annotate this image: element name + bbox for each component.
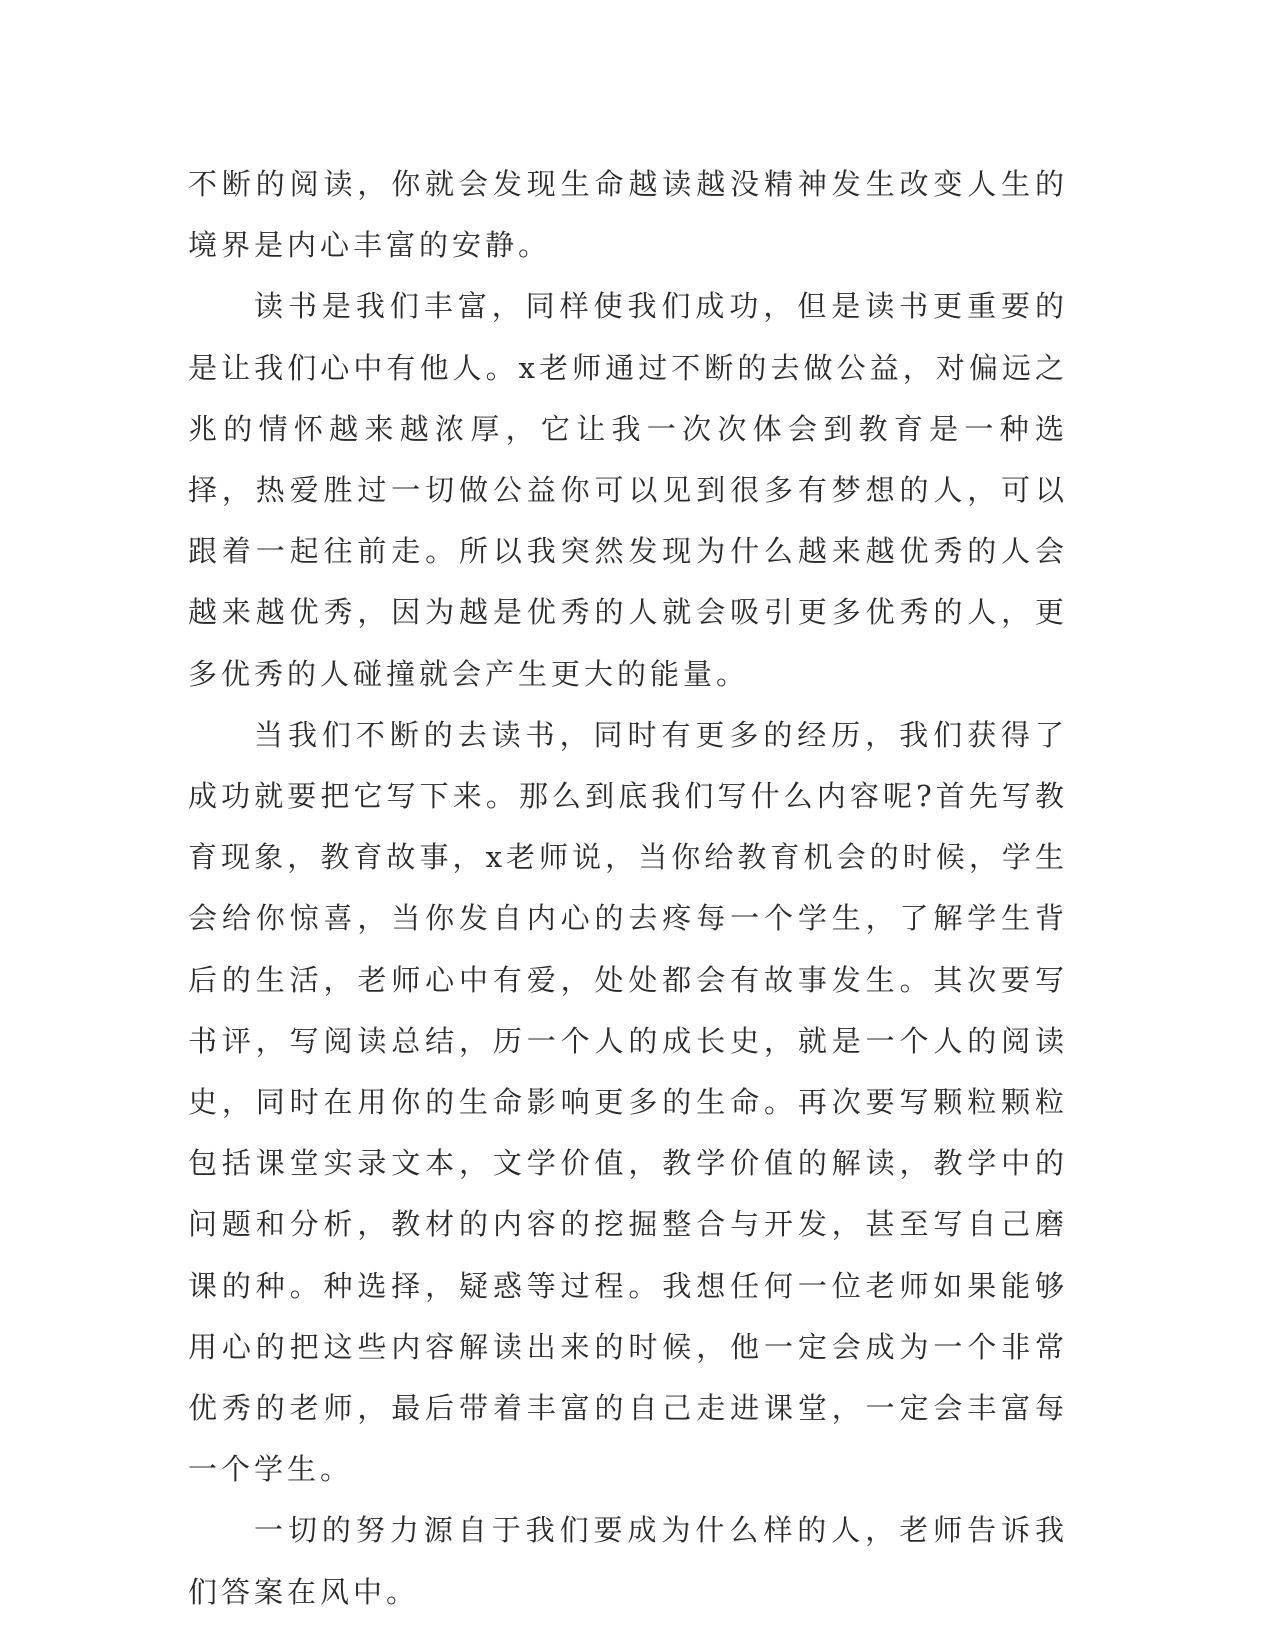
- paragraph: 一切的努力源自于我们要成为什么样的人，老师告诉我们答案在风中。: [188, 1513, 1068, 1609]
- paragraph: 当我们不断的去读书，同时有更多的经历，我们获得了成功就要把它写下来。那么到底我们写什么内容呢?首先写教育现象，教育故事，x老师说，当你给教育机会的时候，学生会给你惊喜，当你发自内心的去疼每一个学生，了解学生背后的生活，老师心中有爱，处处都会有故事发生。其次要写书评，写阅读总结，历一个人的成长史，就是一个人的阅读史，同时在用你的生命影响更多的生命。再次要写颗粒颗粒包括课堂实录文本，文学价值，教学价值的解读，教学中的问题和分析，教材的内容的挖掘整合与开发，甚至写自己磨课的种。种选择，疑惑等过程。我想任何一位老师如果能够用心的把这些内容解读出来的时候，他一定会成为一个非常优秀的老师，最后带着丰富的自己走进课堂，一定会丰富每一个学生。: [188, 717, 1068, 1487]
- body-text: [188, 154, 1068, 1623]
- paragraph: 读书是我们丰富，同样使我们成功，但是读书更重要的是让我们心中有他人。x老师通过不断的去做公益，对偏远之兆的情怀越来越浓厚，它让我一次次体会到教育是一种选择，热爱胜过一切做公益你可以见到很多有梦想的人，可以跟着一起往前走。所以我突然发现为什么越来越优秀的人会越来越优秀，因为越是优秀的人就会吸引更多优秀的人，更多优秀的人碰撞就会产生更大的能量。: [188, 289, 1068, 691]
- paragraph: 不断的阅读，你就会发现生命越读越没精神发生改变人生的境界是内心丰富的安静。: [188, 167, 1068, 263]
